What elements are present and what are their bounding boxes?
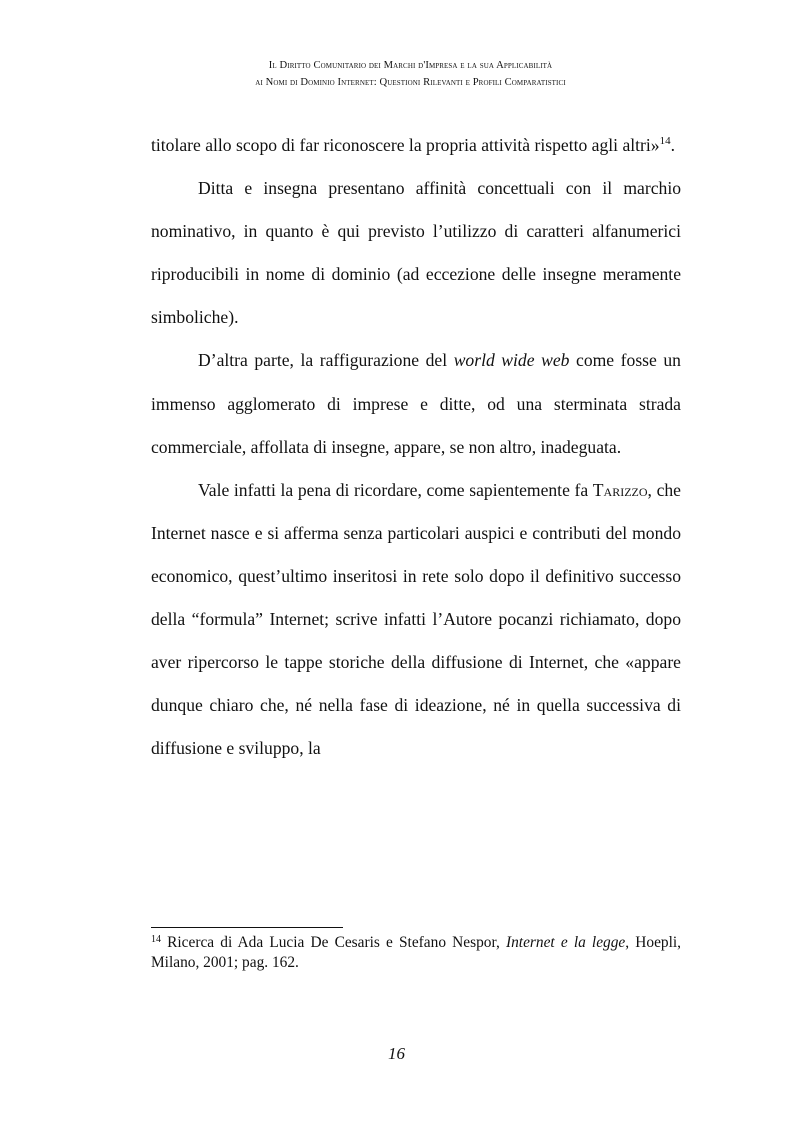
paragraph-2: Ditta e insegna presentano affinità concettuali con il marchio nominativo, in quanto è qui previsto l’utilizzo di caratteri alfanumerici riproducibili in nome di dominio (ad eccezione delle insegne meramente simboliche). [151, 178, 681, 328]
paragraph-3 [151, 339, 681, 468]
paragraph-1-text: titolare allo scopo di far riconoscere la propria attività rispetto agli altri» [151, 135, 660, 155]
main-text [151, 124, 681, 770]
footnote [151, 933, 681, 973]
footnote-separator [151, 927, 343, 928]
paragraph-3-end: come fosse un immenso agglomerato di imprese e ditte, od una sterminata strada commerciale, affollata di insegne, appare, se non altro, inadeguata. [151, 350, 681, 457]
footnote-text-end: , Hoepli, Milano, 2001; pag. 162. [151, 934, 681, 971]
author-name: Tarizzo [592, 479, 648, 500]
paragraph-4-end: , che Internet nasce e si afferma senza particolari auspici e contributi del mondo economico, quest’ultimo inseritosi in rete solo dopo il definitivo successo della “formula” Internet; scrive infatti l’Autore pocanzi richiamato, dopo aver ripercorso le tappe storiche della diffusione di Internet, che «appare dunque chiaro che, né nella fase di ideazione, né in quella successiva di diffusione e sviluppo, la [151, 479, 681, 759]
paragraph-1-end: . [670, 135, 675, 155]
running-header-line-1: Il Diritto Comunitario dei Marchi d'Impresa e la sua Applicabilità [268, 60, 553, 71]
paragraph-1 [151, 124, 681, 167]
running-header-line-2: ai Nomi di Dominio Internet: Questioni Rilevanti e Profili Comparatistici [255, 77, 566, 88]
paragraph-4 [151, 469, 681, 771]
footnote-number: 14 [151, 934, 161, 945]
paragraph-4-start: Vale infatti la pena di ricordare, come sapientemente fa [198, 479, 593, 500]
paragraph-3-italic: world wide web [453, 350, 570, 371]
running-header [120, 57, 701, 91]
page-number: 16 [388, 1044, 405, 1063]
footnote-text-start: Ricerca di Ada Lucia De Cesaris e Stefano Nespor, [161, 934, 506, 951]
footnote-italic-title: Internet e la legge [505, 934, 626, 951]
footnote-reference: 14 [659, 135, 671, 147]
paragraph-3-start: D’altra parte, la raffigurazione del [198, 350, 454, 371]
